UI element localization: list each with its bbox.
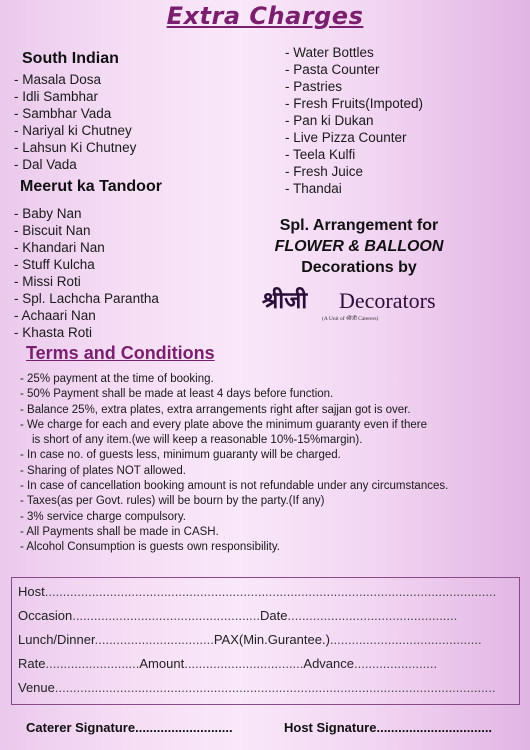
lunch-pax-row[interactable]: Lunch/Dinner.................................PAX(Min.Gurantee.)..........................................	[18, 632, 482, 647]
list-item: - Stuff Kulcha	[14, 256, 159, 273]
terms-item: - In case of cancellation booking amount is not refundable under any circumstances.	[20, 479, 525, 494]
list-item: - Khasta Roti	[14, 324, 159, 341]
terms-item-continuation: is short of any item.(we will keep a reasonable 10%-15%margin).	[32, 434, 363, 447]
host-signature-label: Host Signature	[284, 720, 377, 735]
list-item: - Idli Sambhar	[14, 88, 136, 105]
occasion-date-row[interactable]: Occasion....................................................Date...............................................	[18, 608, 458, 623]
terms-item: - All Payments shall be made in CASH.	[20, 525, 525, 540]
date-label: Date	[260, 608, 288, 623]
logo-english-text: Decorators	[339, 288, 436, 313]
terms-list	[20, 372, 525, 556]
rate-amount-advance-row[interactable]: Rate..........................Amount.................................Advance.......................	[18, 656, 438, 671]
terms-item: - 3% service charge compulsory.	[20, 510, 525, 525]
host-field[interactable]: Host.............................................................................................................................	[18, 584, 497, 599]
special-line-2: FLOWER & BALLOON	[274, 238, 444, 255]
lunch-dinner-label: Lunch/Dinner	[18, 632, 95, 647]
pax-label: PAX(Min.Gurantee.)	[213, 632, 330, 647]
list-item: - Live Pizza Counter	[285, 129, 423, 146]
caterer-signature-label: Caterer Signature	[26, 720, 136, 735]
logo-hindi-text: श्रीजी	[262, 287, 308, 314]
list-item: - Baby Nan	[14, 205, 159, 222]
terms-item: - Balance 25%, extra plates, extra arrangements right after sajjan got is over.	[20, 403, 525, 418]
rate-label: Rate	[18, 656, 46, 671]
terms-item: - Taxes(as per Govt. rules) will be bourn by the party.(If any)	[20, 494, 525, 509]
south-indian-heading: South Indian	[22, 50, 119, 67]
extras-list	[285, 44, 423, 197]
caterer-signature: Caterer Signature...........................	[26, 720, 233, 735]
page-title: Extra Charges	[166, 2, 364, 30]
south-indian-list	[14, 71, 136, 173]
special-line-3: Decorations by	[301, 259, 417, 276]
list-item: - Lahsun Ki Chutney	[14, 139, 136, 156]
list-item: - Teela Kulfi	[285, 146, 423, 163]
booking-form	[11, 577, 520, 705]
terms-item: - We charge for each and every plate above the minimum guaranty even if there	[20, 418, 525, 433]
terms-item: - 25% payment at the time of booking.	[20, 372, 525, 387]
host-signature: Host Signature................................	[284, 720, 493, 735]
list-item: - Pan ki Dukan	[285, 112, 423, 129]
terms-item: - Sharing of plates NOT allowed.	[20, 464, 525, 479]
tandoor-heading: Meerut ka Tandoor	[20, 178, 162, 195]
amount-label: Amount	[139, 656, 185, 671]
host-label: Host	[18, 584, 45, 599]
terms-item: - In case no. of guests less, minimum guaranty will be charged.	[20, 448, 525, 463]
list-item: - Achaari Nan	[14, 307, 159, 324]
terms-item: - 50% Payment shall be made at least 4 days before function.	[20, 387, 525, 402]
list-item: - Masala Dosa	[14, 71, 136, 88]
list-item: - Fresh Juice	[285, 163, 423, 180]
logo-subtitle: (A Unit of श्रीजी Caterers)	[322, 316, 379, 322]
terms-item: - Alcohol Consumption is guests own responsibility.	[20, 540, 525, 555]
list-item: - Sambhar Vada	[14, 105, 136, 122]
list-item: - Pasta Counter	[285, 61, 423, 78]
list-item: - Fresh Fruits(Impoted)	[285, 95, 423, 112]
list-item: - Khandari Nan	[14, 239, 159, 256]
decorators-logo	[262, 283, 462, 325]
list-item: - Dal Vada	[14, 156, 136, 173]
advance-label: Advance	[303, 656, 354, 671]
tandoor-list	[14, 205, 159, 341]
list-item: - Nariyal ki Chutney	[14, 122, 136, 139]
list-item: - Spl. Lachcha Parantha	[14, 290, 159, 307]
list-item: - Thandai	[285, 180, 423, 197]
special-arrangement	[230, 215, 488, 278]
terms-title: Terms and Conditions	[26, 343, 215, 363]
occasion-label: Occasion	[18, 608, 73, 623]
list-item: - Biscuit Nan	[14, 222, 159, 239]
venue-field[interactable]: Venue..........................................................................................................................	[18, 680, 496, 695]
venue-label: Venue	[18, 680, 55, 695]
special-line-1: Spl. Arrangement for	[279, 217, 439, 234]
list-item: - Pastries	[285, 78, 423, 95]
list-item: - Missi Roti	[14, 273, 159, 290]
list-item: - Water Bottles	[285, 44, 423, 61]
